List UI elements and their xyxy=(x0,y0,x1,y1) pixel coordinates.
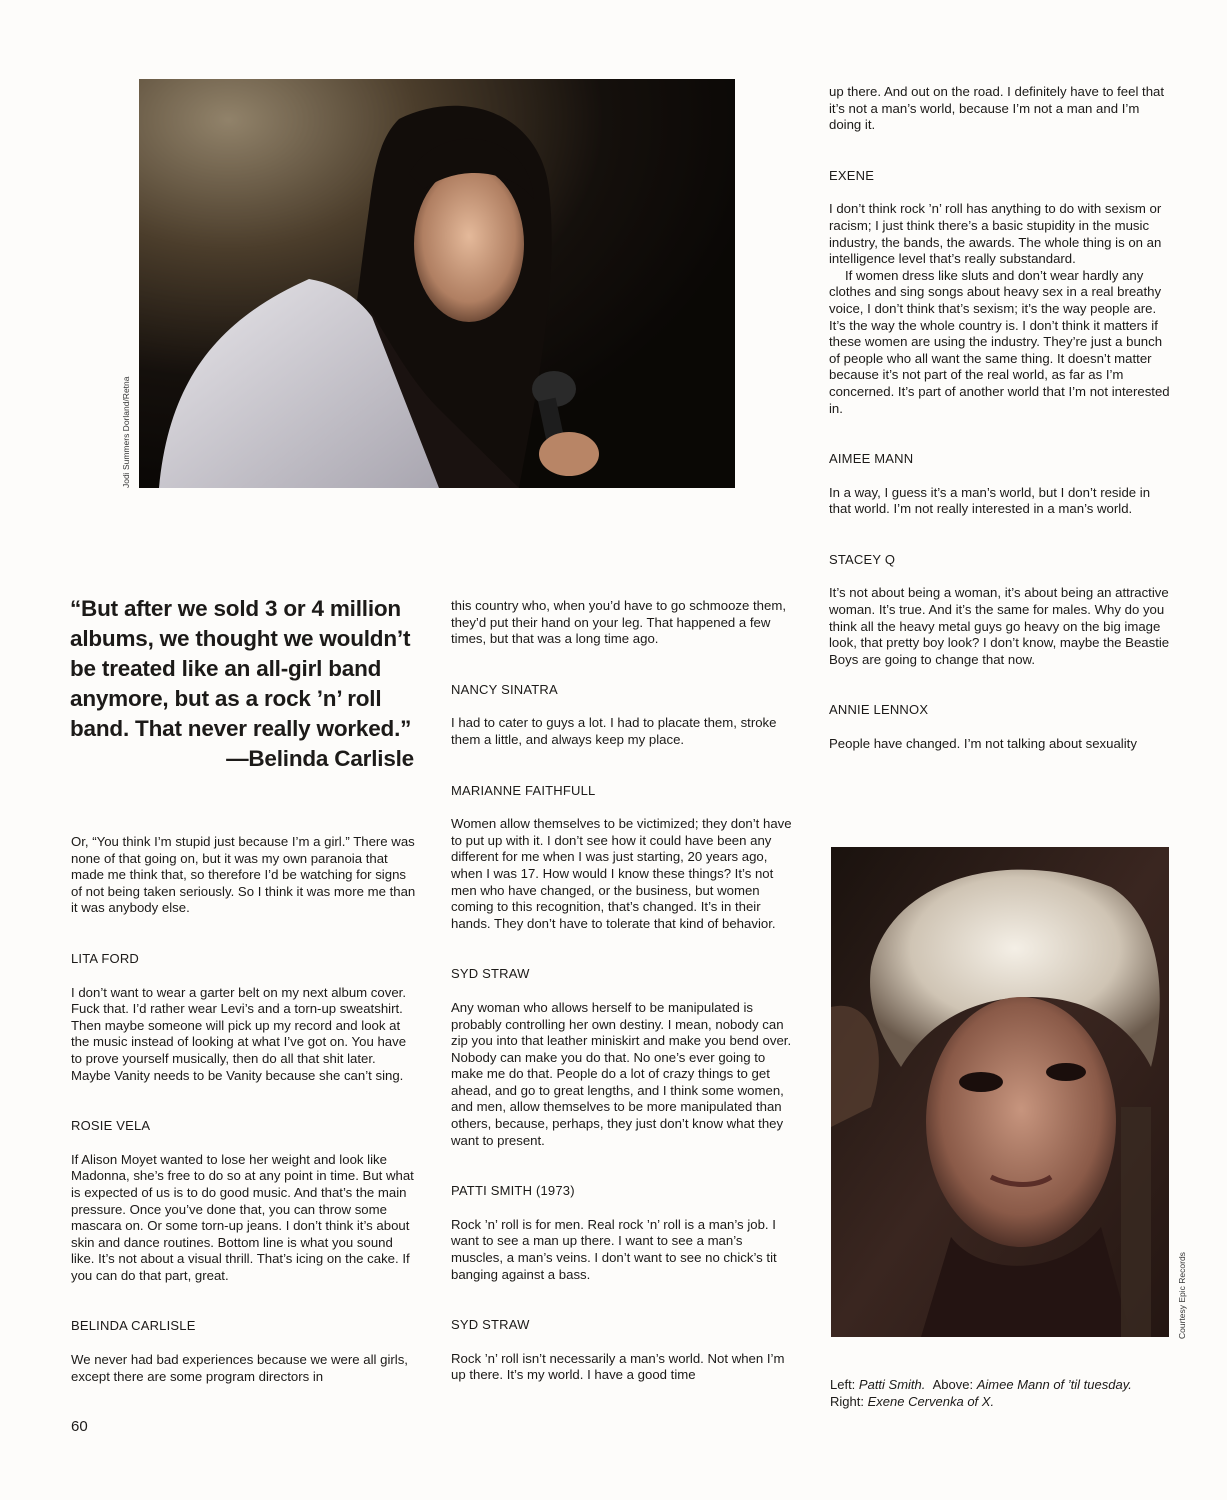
caption-left-label: Left: xyxy=(830,1377,856,1392)
heading-syd-straw-2: SYD STRAW xyxy=(451,1317,530,1333)
heading-syd-straw-1: SYD STRAW xyxy=(451,966,530,982)
pull-quote-attribution: —Belinda Carlisle xyxy=(226,746,414,771)
text-annie-lennox: People have changed. I’m not talking about sexuality xyxy=(829,736,1137,752)
caption-above-label: Above: xyxy=(932,1377,974,1392)
column-2 xyxy=(451,598,796,1384)
heading-marianne-faithfull: MARIANNE FAITHFULL xyxy=(451,782,596,798)
text-rosie-vela: If Alison Moyet wanted to lose her weight and look like Madonna, she’s free to do so at any point in time. But what is expected of us is to do good music. And that’s the main pressure. Once you’ve done that, you can throw some mascara on. Or some torn-up jeans. I don’t think it’s about skin and dance routines. Bottom line is what you sound like. It’s not about a visual thrill. That’s icing on the cake. If you can do that part, great. xyxy=(71,1151,414,1283)
photo-credit-aimee: Courtesy Epic Records xyxy=(1177,1252,1187,1339)
photo-patti-smith xyxy=(139,79,735,488)
col1-intro: Or, “You think I’m stupid just because I’m a girl.” There was none of that going on, but it was my own paranoia that made me think that, so therefore I’d be watching for signs of not being taken seriously. So I think it was more me than it was anybody else. xyxy=(71,834,416,916)
pull-quote-text: “But after we sold 3 or 4 million albums, we thought we wouldn’t be treated like an all-girl band anymore, but as a rock ’n’ roll band. That never really worked.” xyxy=(70,596,412,741)
heading-stacey-q: STACEY Q xyxy=(829,551,896,567)
caption-left-name: Patti Smith. xyxy=(858,1377,926,1392)
text-syd-straw-2: Rock ’n’ roll isn’t necessarily a man’s world. Not when I’m up there. It’s my world. I have a good time xyxy=(451,1350,785,1383)
text-syd-straw-1: Any woman who allows herself to be manipulated is probably controlling her own destiny. I mean, nobody can zip you into that leather miniskirt and make you bend over. Nobody can make you do that. No one’s ever going to make me do that. People do a lot of crazy things to get ahead, and go to great lengths, and I think some women, and men, allow themselves to be more manipulated than others, because, perhaps, they just don’t know what they want to present. xyxy=(451,999,792,1148)
pull-quote xyxy=(70,594,418,774)
photo-aimee-mann xyxy=(831,847,1169,1337)
heading-nancy-sinatra: NANCY SINATRA xyxy=(451,681,558,697)
text-aimee-mann: In a way, I guess it’s a man’s world, but I don’t reside in that world. I’m not really interested in a man’s world. xyxy=(829,484,1151,517)
text-patti-smith: Rock ’n’ roll is for men. Real rock ’n’ roll is a man’s job. I want to see a man up there. I want to see a man’s muscles, a man’s veins. I don’t want to see no chick’s tit banging against a bass. xyxy=(451,1216,777,1282)
col3-continuation: up there. And out on the road. I definitely have to feel that it’s not a man’s world, because I’m not a man and I’m doing it. xyxy=(829,84,1165,133)
heading-patti-smith: PATTI SMITH (1973) xyxy=(451,1183,575,1199)
heading-annie-lennox: ANNIE LENNOX xyxy=(829,702,929,718)
heading-rosie-vela: ROSIE VELA xyxy=(71,1118,151,1134)
page-number: 60 xyxy=(71,1418,88,1435)
text-nancy-sinatra: I had to cater to guys a lot. I had to placate them, stroke them a little, and always keep my place. xyxy=(451,715,777,747)
text-stacey-q: It’s not about being a woman, it’s about being an attractive woman. It’s true. And it’s the same for males. Why do you think all the heavy metal guys go heavy on the big image look, that pretty boy look? I don’t know, maybe the Beastie Boys are going to change that now. xyxy=(829,585,1170,667)
photo-aimee-mann-image xyxy=(831,847,1169,1337)
heading-belinda-carlisle: BELINDA CARLISLE xyxy=(71,1318,196,1334)
text-belinda-carlisle: We never had bad experiences because we were all girls, except there are some program directors in xyxy=(71,1352,408,1384)
photo-credit-patti: Jodi Summers Dorland/Retna xyxy=(121,376,131,488)
col2-continuation: this country who, when you’d have to go schmooze them, they’d put their hand on your leg. That happened a few times, but that was a long time ago. xyxy=(451,598,786,647)
caption-above-name: Aimee Mann of ’til tuesday. xyxy=(976,1377,1132,1392)
photo-patti-smith-image xyxy=(139,79,735,488)
caption-right-label: Right: xyxy=(830,1394,864,1409)
text-lita-ford: I don’t want to wear a garter belt on my next album cover. Fuck that. I’d rather wear Levi’s and a torn-up sweatshirt. Then maybe someone will pick up my record and look at the music instead of looking at what I’ve got on. You have to prove yourself musically, then do all that shit later. Maybe Vanity needs to be Vanity because she can’t sing. xyxy=(71,984,407,1083)
photo-caption xyxy=(830,1376,1180,1410)
column-3 xyxy=(829,84,1174,753)
text-marianne-faithfull: Women allow themselves to be victimized; they don’t have to put up with it. I don’t see how it could have been any different for me when I was just starting, 20 years ago, when I was 17. How would I know these things? It’s not men who have changed, or the business, but women coming to this recognition, that’s changed. It’s in their hands. They don’t have to tolerate that kind of behavior. xyxy=(451,816,792,931)
caption-right-name: Exene Cervenka of X. xyxy=(867,1394,995,1409)
heading-exene: EXENE xyxy=(829,167,875,183)
column-1 xyxy=(71,834,416,1385)
text-exene-2: If women dress like sluts and don’t wear hardly any clothes and sing songs about heavy sex in a real breathy voice, I don’t think that’s sexism; it’s the way people are. It’s the way the whole country is. I don’t think it matters if these women are using the industry. They’re just a bunch of people who all want the same thing. It doesn’t matter because it’s not part of the real world, as far as I’m concerned. It’s part of another world that I’m not interested in. xyxy=(829,267,1170,416)
heading-aimee-mann: AIMEE MANN xyxy=(829,451,914,467)
heading-lita-ford: LITA FORD xyxy=(71,950,140,966)
text-exene-1: I don’t think rock ’n’ roll has anything to do with sexism or racism; I just think there’s a basic stupidity in the music industry, the bands, the awards. The whole thing is on an intelligence level that’s really substandard. xyxy=(829,201,1162,267)
